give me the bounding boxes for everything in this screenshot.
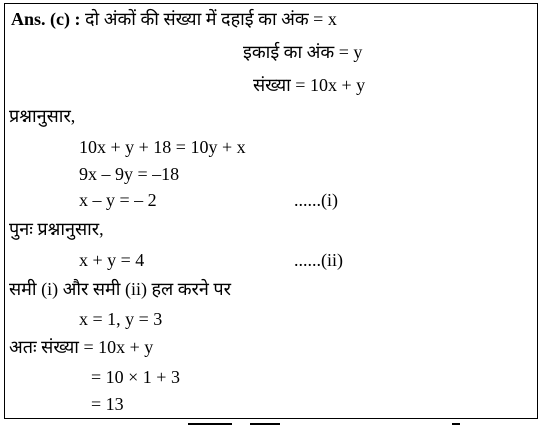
equation-ref-i: ......(i) — [294, 190, 338, 210]
answer-intro-line — [11, 8, 337, 30]
calculation-step-2: = 13 — [91, 394, 124, 414]
answer-label: Ans. (c) : — [11, 9, 81, 29]
cropped-text-fragment — [452, 423, 460, 425]
units-digit-definition: इकाई का अंक = y — [243, 42, 363, 62]
equation-1: 10x + y + 18 = 10y + x — [79, 137, 246, 157]
cropped-text-fragment — [250, 423, 280, 425]
tens-digit-definition: दो अंकों की संख्या में दहाई का अंक = x — [85, 9, 337, 29]
equation-2: 9x – 9y = –18 — [79, 164, 180, 184]
equation-4: x + y = 4 — [79, 250, 145, 270]
cropped-text-fragment — [188, 423, 232, 425]
according-to-question-heading: प्रश्नानुसार, — [9, 106, 76, 126]
calculation-step-1: = 10 × 1 + 3 — [91, 367, 180, 387]
hence-number-line: अतः संख्या = 10x + y — [9, 337, 154, 357]
equation-ref-ii: ......(ii) — [294, 250, 343, 270]
number-definition: संख्या = 10x + y — [253, 75, 366, 95]
solution-result: x = 1, y = 3 — [79, 309, 163, 329]
solution-box — [4, 3, 538, 419]
again-according-heading: पुनः प्रश्नानुसार, — [9, 219, 104, 239]
equation-3: x – y = – 2 — [79, 190, 157, 210]
solve-statement: समी (i) और समी (ii) हल करने पर — [9, 279, 231, 299]
